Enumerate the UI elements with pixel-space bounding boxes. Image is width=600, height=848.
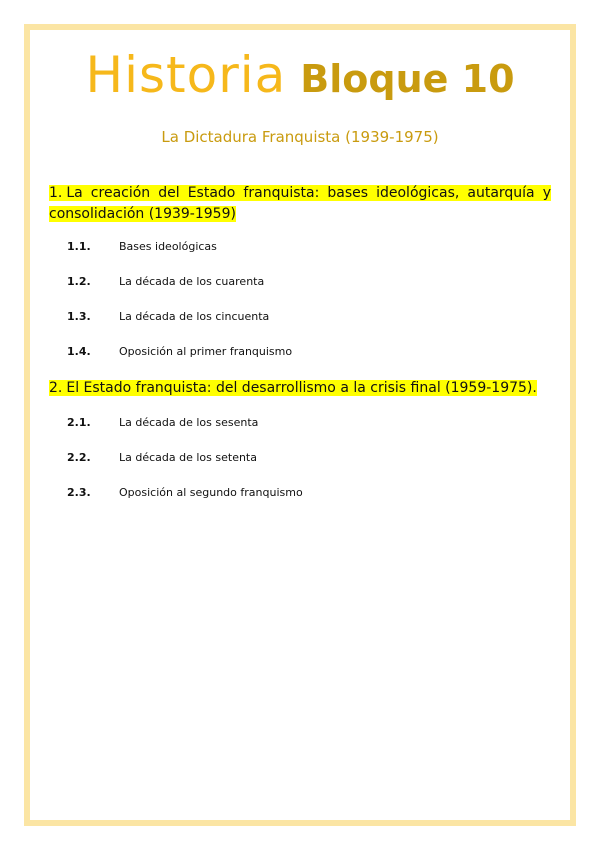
item-number: 2.2. <box>67 451 91 464</box>
list-item <box>67 274 264 290</box>
title-main: Historia <box>85 46 287 104</box>
item-number: 2.3. <box>67 486 91 499</box>
item-number: 2.1. <box>67 416 91 429</box>
page-title <box>0 46 600 104</box>
list-item <box>67 344 292 360</box>
item-number: 1.4. <box>67 345 91 358</box>
list-item <box>67 485 303 501</box>
section-1-title: La creación del Estado franquista: bases ideológicas, autarquía y consolidación (1939-1959) <box>49 185 551 222</box>
section-2-title: El Estado franquista: del desarrollismo a la crisis final (1959-1975). <box>66 380 537 396</box>
item-number: 1.3. <box>67 310 91 323</box>
item-number: 1.2. <box>67 275 91 288</box>
section-2-highlight <box>49 380 537 396</box>
section-1-heading <box>49 183 551 225</box>
list-item <box>67 450 257 466</box>
item-label: La década de los cincuenta <box>119 310 270 323</box>
title-block: Bloque 10 <box>300 57 515 101</box>
section-2-heading <box>49 378 551 399</box>
list-item <box>67 415 258 431</box>
list-item <box>67 239 217 255</box>
list-item <box>67 309 269 325</box>
item-label: La década de los cuarenta <box>119 275 265 288</box>
item-number: 1.1. <box>67 240 91 253</box>
section-1-highlight <box>49 185 551 222</box>
section-1-number: 1. <box>49 185 63 201</box>
item-label: Bases ideológicas <box>119 240 217 253</box>
page-subtitle: La Dictadura Franquista (1939-1975) <box>161 128 439 146</box>
item-label: La década de los setenta <box>119 451 257 464</box>
item-label: Oposición al primer franquismo <box>119 345 293 358</box>
item-label: Oposición al segundo franquismo <box>119 486 303 499</box>
section-2-number: 2. <box>49 380 63 396</box>
item-label: La década de los sesenta <box>119 416 259 429</box>
